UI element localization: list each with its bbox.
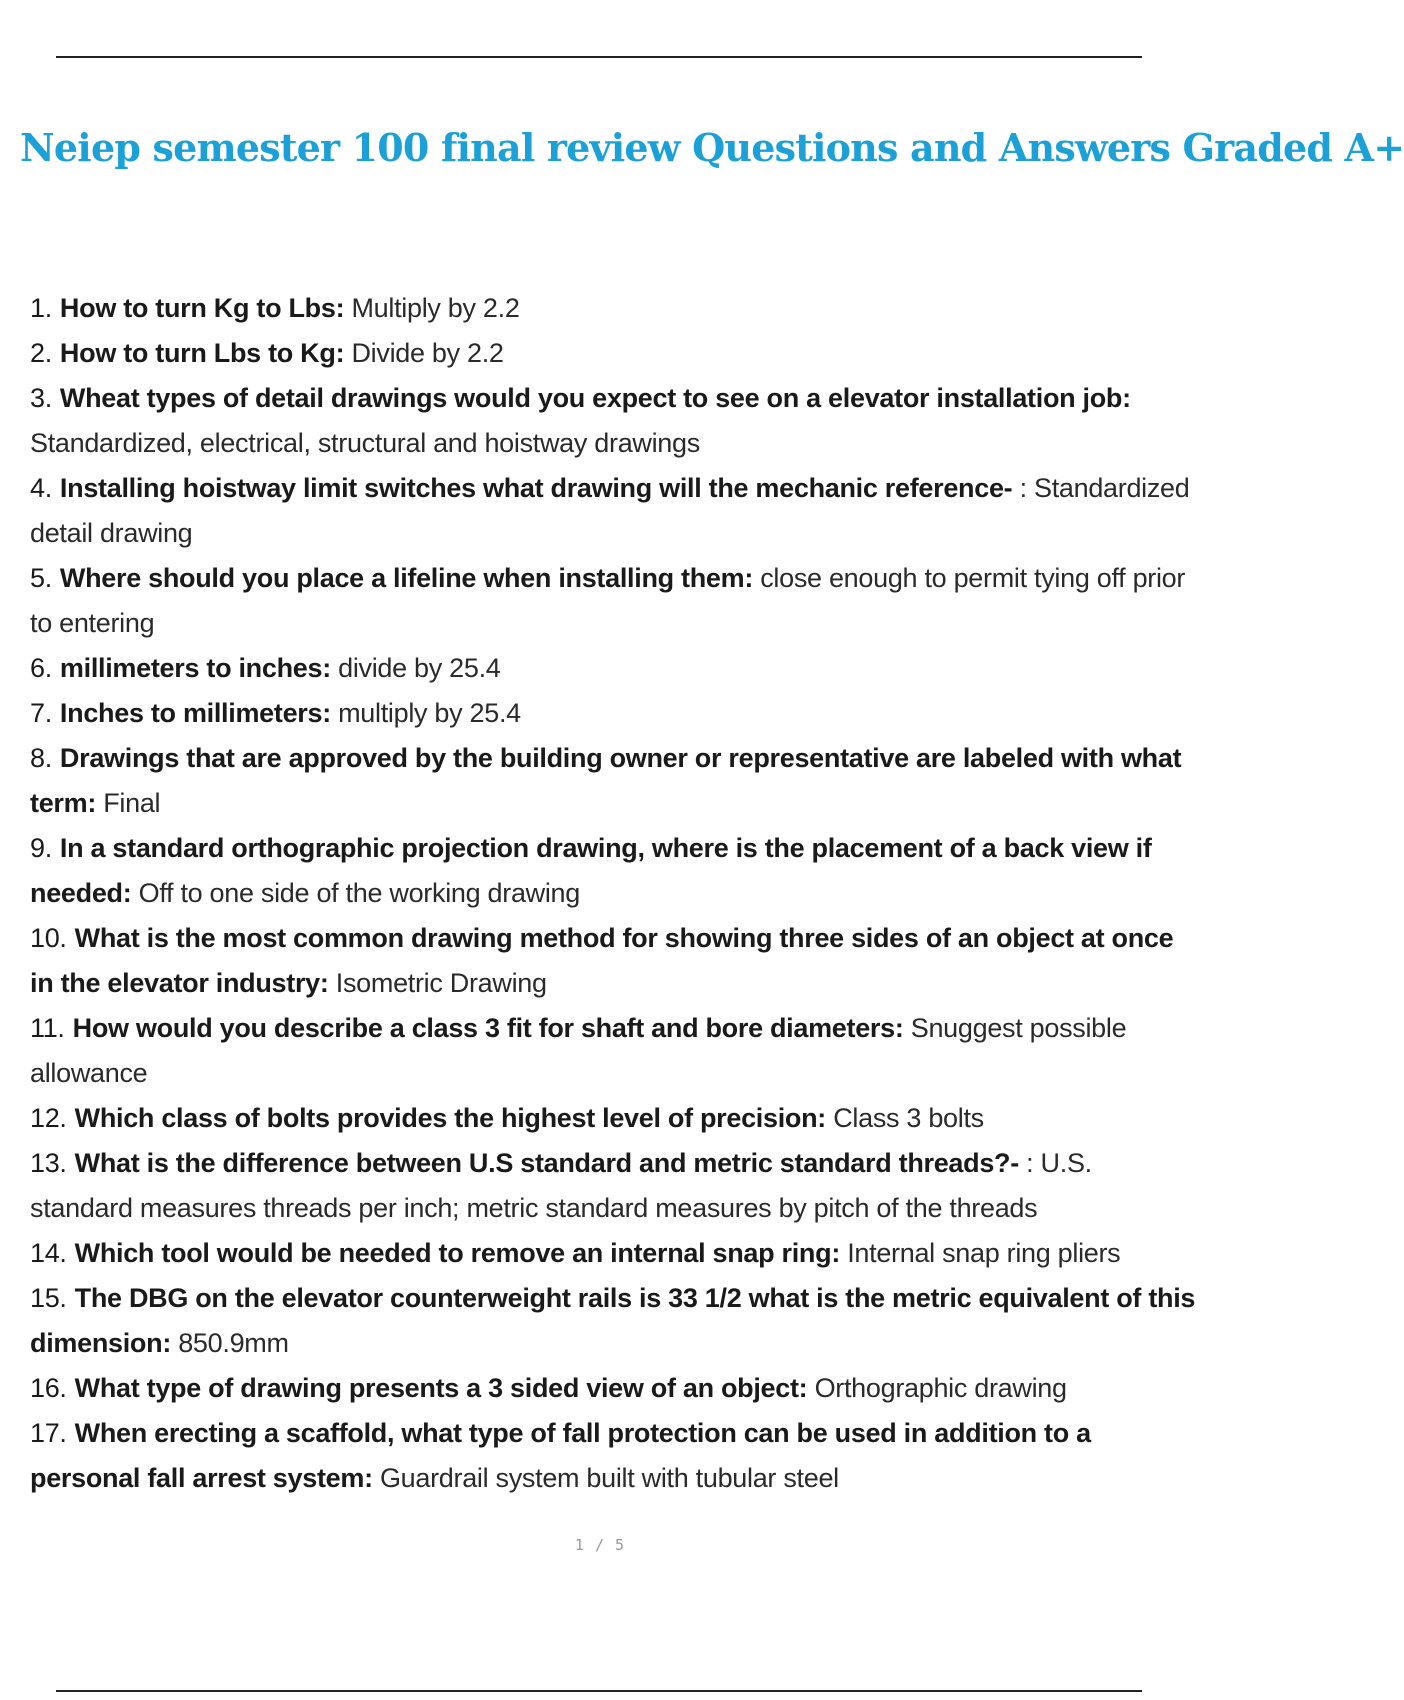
qa-number: 9. [30,833,52,863]
qa-number: 10. [30,923,67,953]
qa-item [30,1096,1200,1141]
qa-answer: : U.S. standard measures threads per inch; metric standard measures by pitch of the threads [30,1148,1092,1223]
qa-question: Drawings that are approved by the building owner or representative are labeled with what term: [30,743,1182,818]
qa-answer: Orthographic drawing [807,1373,1067,1403]
qa-answer: Isometric Drawing [328,968,547,998]
qa-number: 7. [30,698,52,728]
qa-item [30,1276,1200,1366]
qa-item [30,286,1200,331]
qa-answer: Divide by 2.2 [344,338,504,368]
qa-question: Installing hoistway limit switches what drawing will the mechanic reference- [59,473,1013,503]
qa-item [30,1411,1200,1501]
top-divider [56,56,1142,58]
qa-question: What is the difference between U.S standard and metric standard threads?- [74,1148,1019,1178]
qa-answer: close enough to permit tying off prior to entering [30,563,1186,638]
qa-answer: Standardized, electrical, structural and hoistway drawings [30,428,700,458]
qa-answer: Final [96,788,161,818]
qa-number: 14. [30,1238,67,1268]
qa-item [30,466,1200,556]
qa-number: 2. [30,338,52,368]
qa-answer: : Standardized detail drawing [30,473,1190,548]
qa-question: Inches to millimeters: [59,698,331,728]
qa-question: When erecting a scaffold, what type of fall protection can be used in addition to a personal fall arrest system: [30,1418,1091,1493]
qa-item [30,646,1200,691]
qa-item [30,556,1200,646]
qa-question: What type of drawing presents a 3 sided view of an object: [74,1373,808,1403]
document-title: Neiep semester 100 final review Questions and Answers Graded A+ [20,125,1404,170]
qa-item [30,1366,1200,1411]
qa-question: In a standard orthographic projection drawing, where is the placement of a back view if needed: [30,833,1152,908]
qa-number: 12. [30,1103,67,1133]
qa-number: 5. [30,563,52,593]
qa-number: 11. [30,1013,65,1043]
qa-number: 3. [30,383,52,413]
qa-answer: Guardrail system built with tubular steel [372,1463,839,1493]
qa-item [30,1006,1200,1096]
qa-number: 13. [30,1148,67,1178]
qa-number: 6. [30,653,52,683]
qa-question: Which tool would be needed to remove an internal snap ring: [74,1238,841,1268]
qa-item [30,691,1200,736]
qa-question: How would you describe a class 3 fit for shaft and bore diameters: [72,1013,904,1043]
qa-list [30,286,1200,1501]
qa-answer: divide by 25.4 [330,653,501,683]
qa-answer: Off to one side of the working drawing [131,878,580,908]
qa-item [30,376,1200,466]
qa-item [30,331,1200,376]
qa-answer: Class 3 bolts [826,1103,984,1133]
qa-question: Which class of bolts provides the highest level of precision: [74,1103,826,1133]
qa-answer: Multiply by 2.2 [344,293,520,323]
qa-question: How to turn Kg to Lbs: [59,293,345,323]
qa-number: 17. [30,1418,67,1448]
qa-question: Wheat types of detail drawings would you expect to see on a elevator installation job: [59,383,1131,413]
qa-answer: Snuggest possible allowance [30,1013,1127,1088]
qa-item [30,736,1200,826]
qa-number: 4. [30,473,52,503]
qa-answer: 850.9mm [171,1328,289,1358]
qa-item [30,916,1200,1006]
qa-question: Where should you place a lifeline when installing them: [59,563,754,593]
qa-answer: multiply by 25.4 [330,698,521,728]
bottom-divider [56,1690,1142,1692]
page-number: 1 / 5 [574,1536,626,1554]
qa-number: 15. [30,1283,67,1313]
qa-number: 1. [30,293,52,323]
qa-item [30,1231,1200,1276]
qa-question: What is the most common drawing method for showing three sides of an object at once in the elevator industry: [30,923,1174,998]
qa-item [30,1141,1200,1231]
qa-answer: Internal snap ring pliers [840,1238,1121,1268]
qa-question: How to turn Lbs to Kg: [59,338,345,368]
qa-number: 8. [30,743,52,773]
qa-number: 16. [30,1373,67,1403]
qa-question: The DBG on the elevator counterweight rails is 33 1/2 what is the metric equivalent of this dimension: [30,1283,1196,1358]
qa-item [30,826,1200,916]
qa-question: millimeters to inches: [59,653,331,683]
